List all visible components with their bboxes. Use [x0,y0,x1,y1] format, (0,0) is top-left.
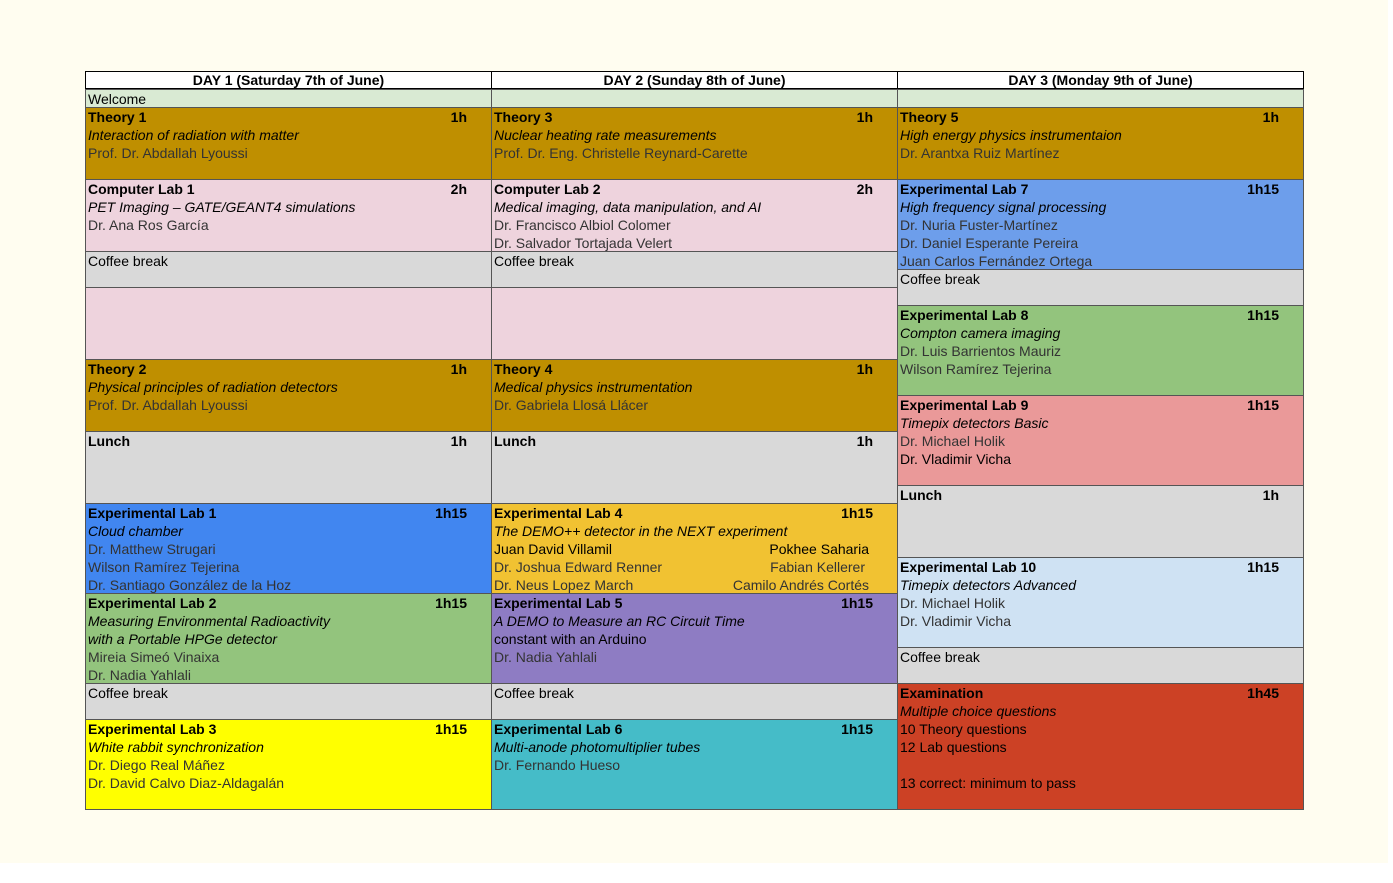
lecturer: Juan David Villamil [494,541,613,557]
day-3-header: DAY 3 (Monday 9th of June) [897,71,1304,89]
session-title: Experimental Lab 10 [900,559,1037,575]
session-title: Experimental Lab 5 [494,595,623,611]
session-title: Experimental Lab 1 [88,505,217,521]
coffee-break-label: Coffee break [88,253,168,269]
welcome-row [85,89,492,107]
session-examination [897,683,1304,810]
lecturer: Dr. Santiago González de la Hoz [88,577,292,593]
exam-detail: 10 Theory questions [900,721,1027,737]
welcome-row [897,89,1304,107]
coffee-break-label: Coffee break [900,649,980,665]
coffee-break [491,683,898,719]
lecturer: Dr. Gabriela Llosá Llácer [494,397,649,413]
session-subtitle: Compton camera imaging [900,325,1061,341]
session-duration: 1h15 [841,595,873,611]
session-title: Computer Lab 1 [88,181,195,197]
lecturer: Wilson Ramírez Tejerina [88,559,240,575]
day-2-header: DAY 2 (Sunday 8th of June) [491,71,898,89]
session-computer-lab-1-cont [85,287,492,359]
welcome-label: Welcome [88,91,147,107]
session-subtitle: High frequency signal processing [900,199,1107,215]
session-duration: 1h45 [1247,685,1279,701]
session-subtitle: Nuclear heating rate measurements [494,127,717,143]
session-title: Experimental Lab 7 [900,181,1029,197]
coffee-break [85,683,492,719]
session-duration: 2h [450,181,467,197]
session-experimental-lab-8 [897,305,1304,395]
lecturer: Dr. Luis Barrientos Mauriz [900,343,1062,359]
session-subtitle: Medical imaging, data manipulation, and AI [494,199,762,215]
schedule-grid [85,71,1304,810]
lecturer: Dr. Ana Ros García [88,217,209,233]
session-subtitle: Measuring Environmental Radioactivity [88,613,330,629]
session-title: Experimental Lab 4 [494,505,623,521]
session-duration: 1h15 [435,721,467,737]
lecturer: Dr. Fernando Hueso [494,757,621,773]
day-1-column [85,71,492,810]
coffee-break-label: Coffee break [494,685,574,701]
session-title: Experimental Lab 3 [88,721,217,737]
session-subtitle: Timepix detectors Advanced [900,577,1076,593]
lecturer: Pokhee Saharia [769,541,869,557]
session-duration: 1h15 [435,595,467,611]
session-experimental-lab-3 [85,719,492,810]
session-title: Theory 2 [88,361,147,377]
session-subtitle: Medical physics instrumentation [494,379,693,395]
lecturer: Dr. Daniel Esperante Pereira [900,235,1079,251]
lecturer: Dr. Salvador Tortajada Velert [494,235,672,251]
coffee-break-label: Coffee break [900,271,980,287]
session-computer-lab-2 [491,179,898,251]
lecturer: Mireia Simeó Vinaixa [88,649,220,665]
lecturer: Dr. David Calvo Diaz-Aldagalán [88,775,285,791]
session-duration: 1h15 [1247,181,1279,197]
session-title: Theory 1 [88,109,147,125]
lecturer: Dr. Francisco Albiol Colomer [494,217,671,233]
lecturer: Dr. Arantxa Ruiz Martínez [900,145,1060,161]
session-title: Experimental Lab 8 [900,307,1029,323]
session-subtitle: The DEMO++ detector in the NEXT experiment [494,523,788,539]
session-theory-5 [897,107,1304,179]
session-duration: 1h [450,109,467,125]
session-duration: 1h [856,109,873,125]
session-duration: 1h [450,433,467,449]
lecturer: Wilson Ramírez Tejerina [900,361,1052,377]
lecturer: Dr. Vladimir Vicha [900,451,1012,467]
exam-detail: 12 Lab questions [900,739,1007,755]
session-duration: 2h [856,181,873,197]
lecturer: Dr. Michael Holik [900,433,1006,449]
session-theory-4 [491,359,898,431]
lunch [897,485,1304,557]
session-duration: 1h15 [841,505,873,521]
session-experimental-lab-6 [491,719,898,810]
day-1-header: DAY 1 (Saturday 7th of June) [85,71,492,89]
lecturer: Prof. Dr. Abdallah Lyoussi [88,397,248,413]
session-title: Examination [900,685,984,701]
session-title: Lunch [88,433,130,449]
session-experimental-lab-7 [897,179,1304,269]
lecturer: Dr. Nuria Fuster-Martínez [900,217,1058,233]
session-subtitle: High energy physics instrumentaion [900,127,1122,143]
session-title: Lunch [900,487,942,503]
session-subtitle-cont: with a Portable HPGe detector [88,631,278,647]
session-duration: 1h [856,433,873,449]
session-experimental-lab-4 [491,503,898,593]
lecturer: Dr. Neus Lopez March [494,577,634,593]
session-subtitle: White rabbit synchronization [88,739,264,755]
lecturer: Dr. Michael Holik [900,595,1006,611]
lecturer: Dr. Joshua Edward Renner [494,559,663,575]
welcome-row [491,89,898,107]
session-subtitle-cont: constant with an Arduino [494,631,647,647]
session-subtitle: Interaction of radiation with matter [88,127,299,143]
lecturer: Camilo Andrés Cortés [732,577,869,593]
lunch [491,431,898,503]
session-duration: 1h15 [1247,559,1279,575]
session-computer-lab-2-cont [491,287,898,359]
session-duration: 1h [856,361,873,377]
coffee-break [897,269,1304,305]
coffee-break-label: Coffee break [494,253,574,269]
day-3-column [897,71,1304,810]
session-duration: 1h15 [1247,397,1279,413]
session-theory-2 [85,359,492,431]
session-experimental-lab-5 [491,593,898,683]
coffee-break-label: Coffee break [88,685,168,701]
session-title: Lunch [494,433,536,449]
session-title: Experimental Lab 6 [494,721,623,737]
lecturer: Dr. Vladimir Vicha [900,613,1012,629]
session-subtitle: Multiple choice questions [900,703,1057,719]
lecturer: Dr. Diego Real Máñez [88,757,225,773]
session-duration: 1h15 [1247,307,1279,323]
lecturer: Fabian Kellerer [770,559,865,575]
session-duration: 1h15 [435,505,467,521]
session-experimental-lab-2 [85,593,492,683]
lecturer: Dr. Nadia Yahlali [88,667,191,683]
session-computer-lab-1 [85,179,492,251]
session-theory-1 [85,107,492,179]
session-title: Experimental Lab 2 [88,595,217,611]
lunch [85,431,492,503]
session-theory-3 [491,107,898,179]
lecturer: Prof. Dr. Abdallah Lyoussi [88,145,248,161]
lecturer: Prof. Dr. Eng. Christelle Reynard-Carette [494,145,748,161]
day-2-column [491,71,898,810]
session-title: Experimental Lab 9 [900,397,1029,413]
session-subtitle: Timepix detectors Basic [900,415,1049,431]
session-subtitle: Multi-anode photomultiplier tubes [494,739,701,755]
lecturer: Dr. Nadia Yahlali [494,649,597,665]
session-experimental-lab-9 [897,395,1304,485]
session-subtitle: Cloud chamber [88,523,183,539]
coffee-break [491,251,898,287]
session-duration: 1h15 [841,721,873,737]
session-title: Theory 4 [494,361,553,377]
session-title: Theory 5 [900,109,959,125]
session-title: Theory 3 [494,109,553,125]
session-duration: 1h [450,361,467,377]
lecturer: Juan Carlos Fernández Ortega [900,253,1093,269]
session-title: Computer Lab 2 [494,181,601,197]
lecturer: Dr. Matthew Strugari [88,541,216,557]
coffee-break [897,647,1304,683]
session-duration: 1h [1262,487,1279,503]
session-experimental-lab-1 [85,503,492,593]
exam-detail: 13 correct: minimum to pass [900,775,1076,791]
session-subtitle: A DEMO to Measure an RC Circuit Time [494,613,745,629]
coffee-break [85,251,492,287]
session-duration: 1h [1262,109,1279,125]
session-subtitle: PET Imaging – GATE/GEANT4 simulations [88,199,356,215]
session-subtitle: Physical principles of radiation detectors [88,379,338,395]
session-experimental-lab-10 [897,557,1304,647]
